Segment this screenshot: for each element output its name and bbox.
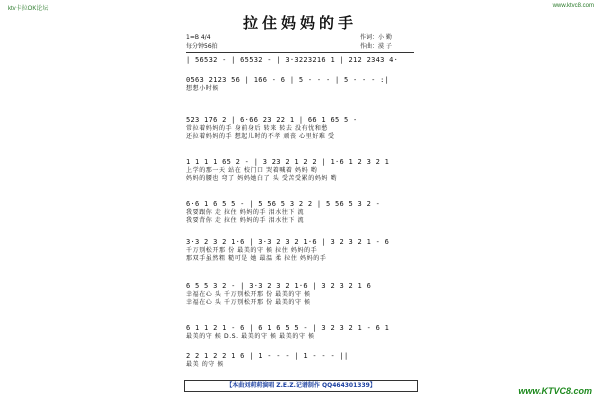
notation-row: 0563 2123 56 | 166 - 6 | 5 - - - | 5 - - - :| bbox=[186, 76, 390, 84]
header-divider bbox=[186, 52, 414, 53]
lyric-row-2: 想想小时候 bbox=[186, 85, 220, 92]
lyric-row-1: 幸福在心 头 千万别松开那 份 最美的守 候 bbox=[186, 291, 311, 298]
lyric-row-1: 千万别松开那 份 最美的守 候 拉住 妈妈的手 bbox=[186, 247, 318, 254]
lyric-row-1: 最美的守 候 D.S. 最美的守 候 最美的守 候 bbox=[186, 333, 315, 340]
staff-line-4 bbox=[186, 158, 416, 183]
song-title: 拉住妈妈的手 bbox=[242, 14, 357, 32]
watermark-top-left: ktv卡拉OK论坛 bbox=[8, 6, 49, 12]
staff-line-7 bbox=[186, 282, 416, 307]
lyric-row-1: 常拉着妈妈的手 身前身后 转来 转去 没有忧和愁 bbox=[186, 125, 329, 132]
watermark-top-right: www.ktvc8.com bbox=[552, 3, 594, 9]
notation-row: 523 176 2 | 6·66 23 22 1 | 66 1 65 5 - bbox=[186, 116, 358, 124]
notation-row: 6 1 1 2 1 - 6 | 6 1 6 5 5 - | 3 2 3 2 1 - 6 1 bbox=[186, 324, 390, 332]
notation-row: 3·3 2 3 2 1·6 | 3·3 2 3 2 1·6 | 3 2 3 2 1 - 6 bbox=[186, 238, 390, 246]
lyric-row-2: 妈妈的腰也 弯了 妈妈她白了 头 受苦受累的妈妈 哟 bbox=[186, 175, 338, 182]
lyric-row-2: 那双手虽然粗 糙可是 她 最温 柔 拉住 妈妈的手 bbox=[186, 255, 327, 262]
lyric-row-1: 上学的那一天 站在 校门口 哭着喊着 妈妈 哟 bbox=[186, 167, 318, 174]
staff-line-5 bbox=[186, 200, 416, 225]
key-signature: 1=B 4/4 bbox=[186, 34, 211, 41]
tempo-marking: 每分钟56拍 bbox=[186, 43, 218, 50]
lyric-row-2: 还拉着妈妈的手 想起儿时的不孝 顽丧 心里好难 受 bbox=[186, 133, 335, 140]
lyric-row-2: 幸福在心 头 千万别松开那 份 最美的守 候 bbox=[186, 299, 311, 306]
staff-line-1 bbox=[186, 56, 416, 65]
staff-line-8 bbox=[186, 324, 416, 341]
watermark-bottom-right: www.KTVC8.com bbox=[518, 386, 592, 396]
staff-line-2 bbox=[186, 76, 416, 93]
lyric-row-2: 我要背你 走 拉住 妈妈的手 泪水往下 流 bbox=[186, 217, 305, 224]
notation-row: 2 2 1 2 2 1 6 | 1 - - - | 1 - - - || bbox=[186, 352, 349, 360]
lyric-row-1: 最美 的守 候 bbox=[186, 361, 225, 368]
staff-line-6 bbox=[186, 238, 416, 263]
staff-line-9 bbox=[186, 352, 416, 369]
notation-row: 6·6 1 6 5 5 - | 5 56 5 3 2 2 | 5 56 5 3 2 - bbox=[186, 200, 381, 208]
notation-row: 1 1 1 1 65 2 - | 3 23 2 1 2 2 | 1·6 1 2 3 2 1 bbox=[186, 158, 390, 166]
sheet-music-page bbox=[182, 12, 418, 392]
notation-row: 6 5 5 3 2 - | 3·3 2 3 2 1·6 | 3 2 3 2 1 6 bbox=[186, 282, 372, 290]
lyric-row-1: 我要跟你 走 拉住 妈妈的手 泪水往下 流 bbox=[186, 209, 305, 216]
staff-line-3 bbox=[186, 116, 416, 141]
composer-credit: 作曲：漠 子 bbox=[360, 43, 392, 50]
performer-credit-box: 【本曲刘莉莉演唱 Z.E.Z.记谱制作 QQ464301339】 bbox=[184, 380, 418, 392]
notation-row: | 56532 - | 65532 - | 3·3223216 1 | 212 2343 4· bbox=[186, 56, 399, 64]
lyricist-credit: 作词：小 勤 bbox=[360, 34, 392, 41]
